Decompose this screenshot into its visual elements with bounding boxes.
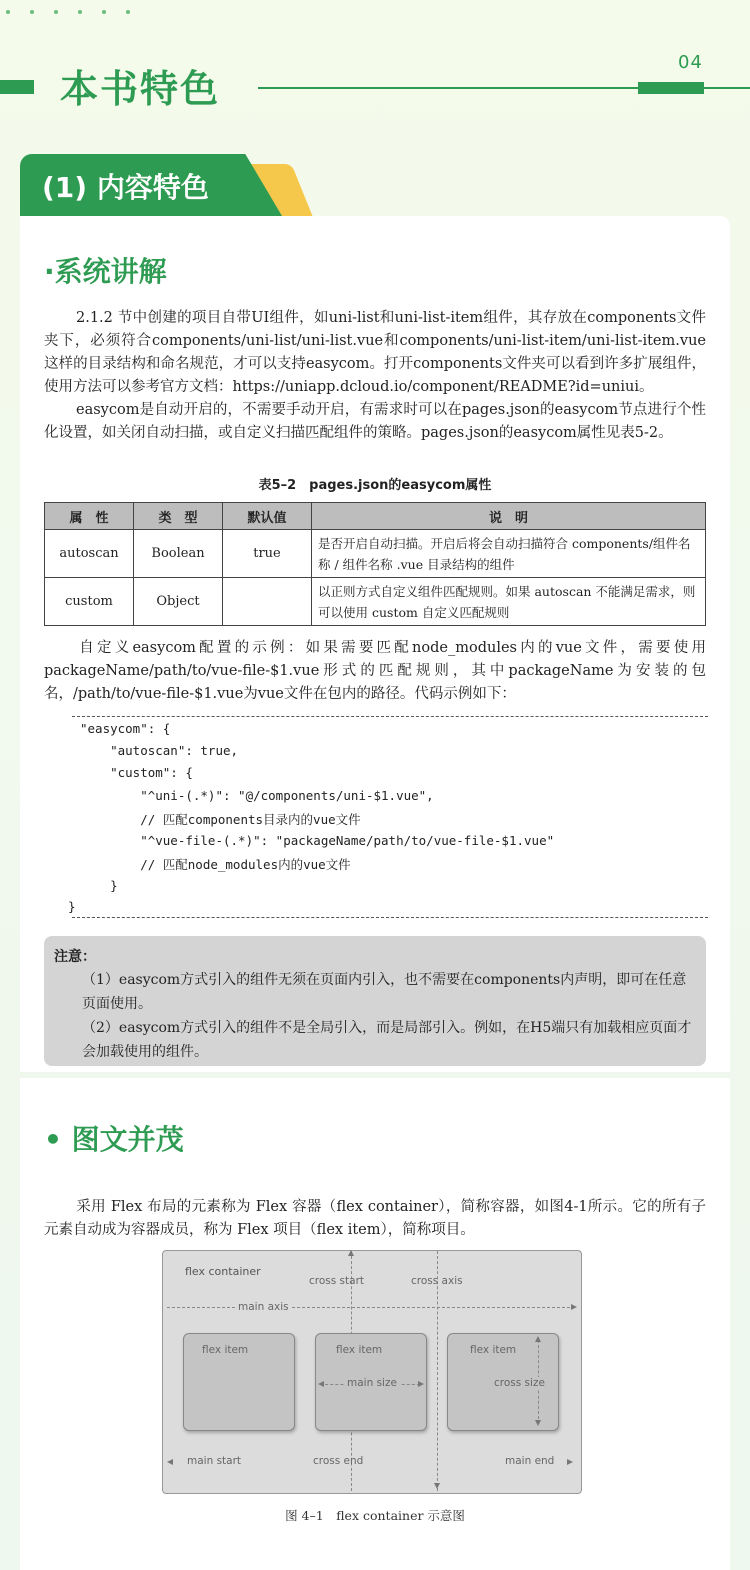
paragraph-2 [44, 399, 706, 445]
paragraph-1-text: 2.1.2 节中创建的项目自带UI组件，如uni-list和uni-list-item组件，其存放在components文件夹下，必须符合components/uni-list/uni-list.vue和components/uni-list-item/uni-list-item.vue这样的目录结构和命名规范，才可以支持easycom。打开components文件夹可以看到许多扩展组件，使用方法可以参考官方文档：https://uniapp.dcloud.io/component/README?id=uniui。 [44, 310, 706, 395]
code-line: "autoscan": true, [80, 743, 239, 758]
paragraph-3-text: 自定义easycom配置的示例：如果需要匹配node_modules内的vue文件，需要使用packageName/path/to/vue-file-$1.vue形式的匹配规则，其中packageName为安装的包名，/path/to/vue-file-$1.vue为vue文件在包内的路径。代码示例如下： [44, 640, 706, 702]
arrow-left-icon [318, 1381, 324, 1387]
code-line: "^uni-(.*)": "@/components/uni-$1.vue", [80, 788, 434, 803]
code-comment: // 匹配node_modules内的vue文件 [80, 857, 351, 872]
diagram-main-size: main size [344, 1377, 400, 1389]
table-cell [223, 578, 312, 626]
flex-item-1 [183, 1333, 295, 1431]
table-header-cell: 类 型 [134, 503, 223, 530]
paragraph-3 [44, 637, 706, 706]
main-axis-line [167, 1307, 575, 1308]
table-header-row [45, 503, 706, 530]
paragraph-1 [44, 307, 706, 399]
table-cell: Boolean [134, 530, 223, 578]
table-cell: 以正则方式自定义组件匹配规则。如果 autoscan 不能满足需求，则可以使用 custom 自定义匹配规则 [312, 578, 706, 626]
arrow-down-icon [434, 1483, 440, 1489]
note-box [44, 936, 706, 1066]
code-line: "easycom": { [80, 721, 171, 736]
table-cell: autoscan [45, 530, 134, 578]
code-line: "custom": { [80, 765, 193, 780]
arrow-left-icon [167, 1459, 173, 1465]
page-number: 04 [678, 52, 703, 73]
paragraph-2-text: easycom是自动开启的，不需要手动开启，有需求时可以在pages.json的easycom节点进行个性化设置，如关闭自动扫描，或自定义扫描匹配组件的策略。pages.json的easycom属性见表5-2。 [44, 402, 706, 441]
page-title: 本书特色 [60, 67, 221, 111]
header-bar-right [638, 82, 704, 94]
arrow-up-icon [535, 1336, 541, 1342]
diagram-main-end: main end [505, 1455, 555, 1467]
table-cell: true [223, 530, 312, 578]
table-cell: custom [45, 578, 134, 626]
diagram-cross-end: cross end [313, 1455, 364, 1467]
decorative-dots [6, 10, 130, 14]
code-block [68, 716, 708, 918]
cross-axis-line [437, 1251, 438, 1491]
section-tab-title: (1) 内容特色 [42, 171, 209, 204]
table-caption: 表5–2 pages.json的easycom属性 [258, 478, 492, 493]
diagram-container-label: flex container [185, 1265, 261, 1278]
arrow-down-icon [535, 1420, 541, 1426]
table-header-cell: 说 明 [312, 503, 706, 530]
table-row [45, 530, 706, 578]
table-header-cell: 默认值 [223, 503, 312, 530]
section-heading-systematic: ·系统讲解 [44, 255, 167, 288]
paragraph-flex-text: 采用 Flex 布局的元素称为 Flex 容器（flex container），简称容器，如图4-1所示。它的所有子元素自动成为容器成员，称为 Flex 项目（flex item），简称项目。 [44, 1199, 706, 1238]
code-line: "^vue-file-(.*)": "packageName/path/to/vue-file-$1.vue" [80, 833, 555, 848]
diagram-cross-start: cross start [309, 1275, 365, 1287]
easycom-properties-table [44, 502, 706, 626]
note-item: （2）easycom方式引入的组件不是全局引入，而是局部引入。例如，在H5端只有加载相应页面才会加载使用的组件。 [82, 1020, 692, 1060]
arrow-right-icon [571, 1304, 577, 1310]
flex-item-label: flex item [336, 1344, 383, 1356]
flex-item-label: flex item [202, 1344, 249, 1356]
header-bar-left [0, 80, 34, 94]
section-heading-illustrated: • 图文并茂 [44, 1123, 184, 1156]
note-title: 注意： [54, 949, 96, 965]
arrow-right-icon [418, 1381, 424, 1387]
code-line: } [68, 899, 76, 914]
table-row [45, 578, 706, 626]
diagram-cross-axis: cross axis [411, 1275, 463, 1287]
arrow-up-icon [348, 1250, 354, 1256]
code-comment: // 匹配components目录内的vue文件 [80, 812, 361, 827]
table-header-cell: 属 性 [45, 503, 134, 530]
code-line: } [80, 878, 118, 893]
flex-item-3 [447, 1333, 559, 1431]
diagram-main-axis: main axis [235, 1301, 292, 1313]
diagram-main-start: main start [187, 1455, 242, 1467]
table-cell: Object [134, 578, 223, 626]
figure-caption: 图 4–1 flex container 示意图 [285, 1508, 465, 1523]
note-item: （1）easycom方式引入的组件无须在页面内引入，也不需要在components内声明，即可在任意页面使用。 [82, 972, 687, 1012]
arrow-right-icon [567, 1459, 573, 1465]
paragraph-flex [44, 1196, 706, 1242]
flex-item-2 [315, 1333, 427, 1431]
diagram-cross-size: cross size [494, 1377, 545, 1389]
flex-container-diagram [162, 1250, 582, 1494]
table-cell: 是否开启自动扫描。开启后将会自动扫描符合 components/组件名称 / 组件名称 .vue 目录结构的组件 [312, 530, 706, 578]
flex-item-label: flex item [470, 1344, 517, 1356]
